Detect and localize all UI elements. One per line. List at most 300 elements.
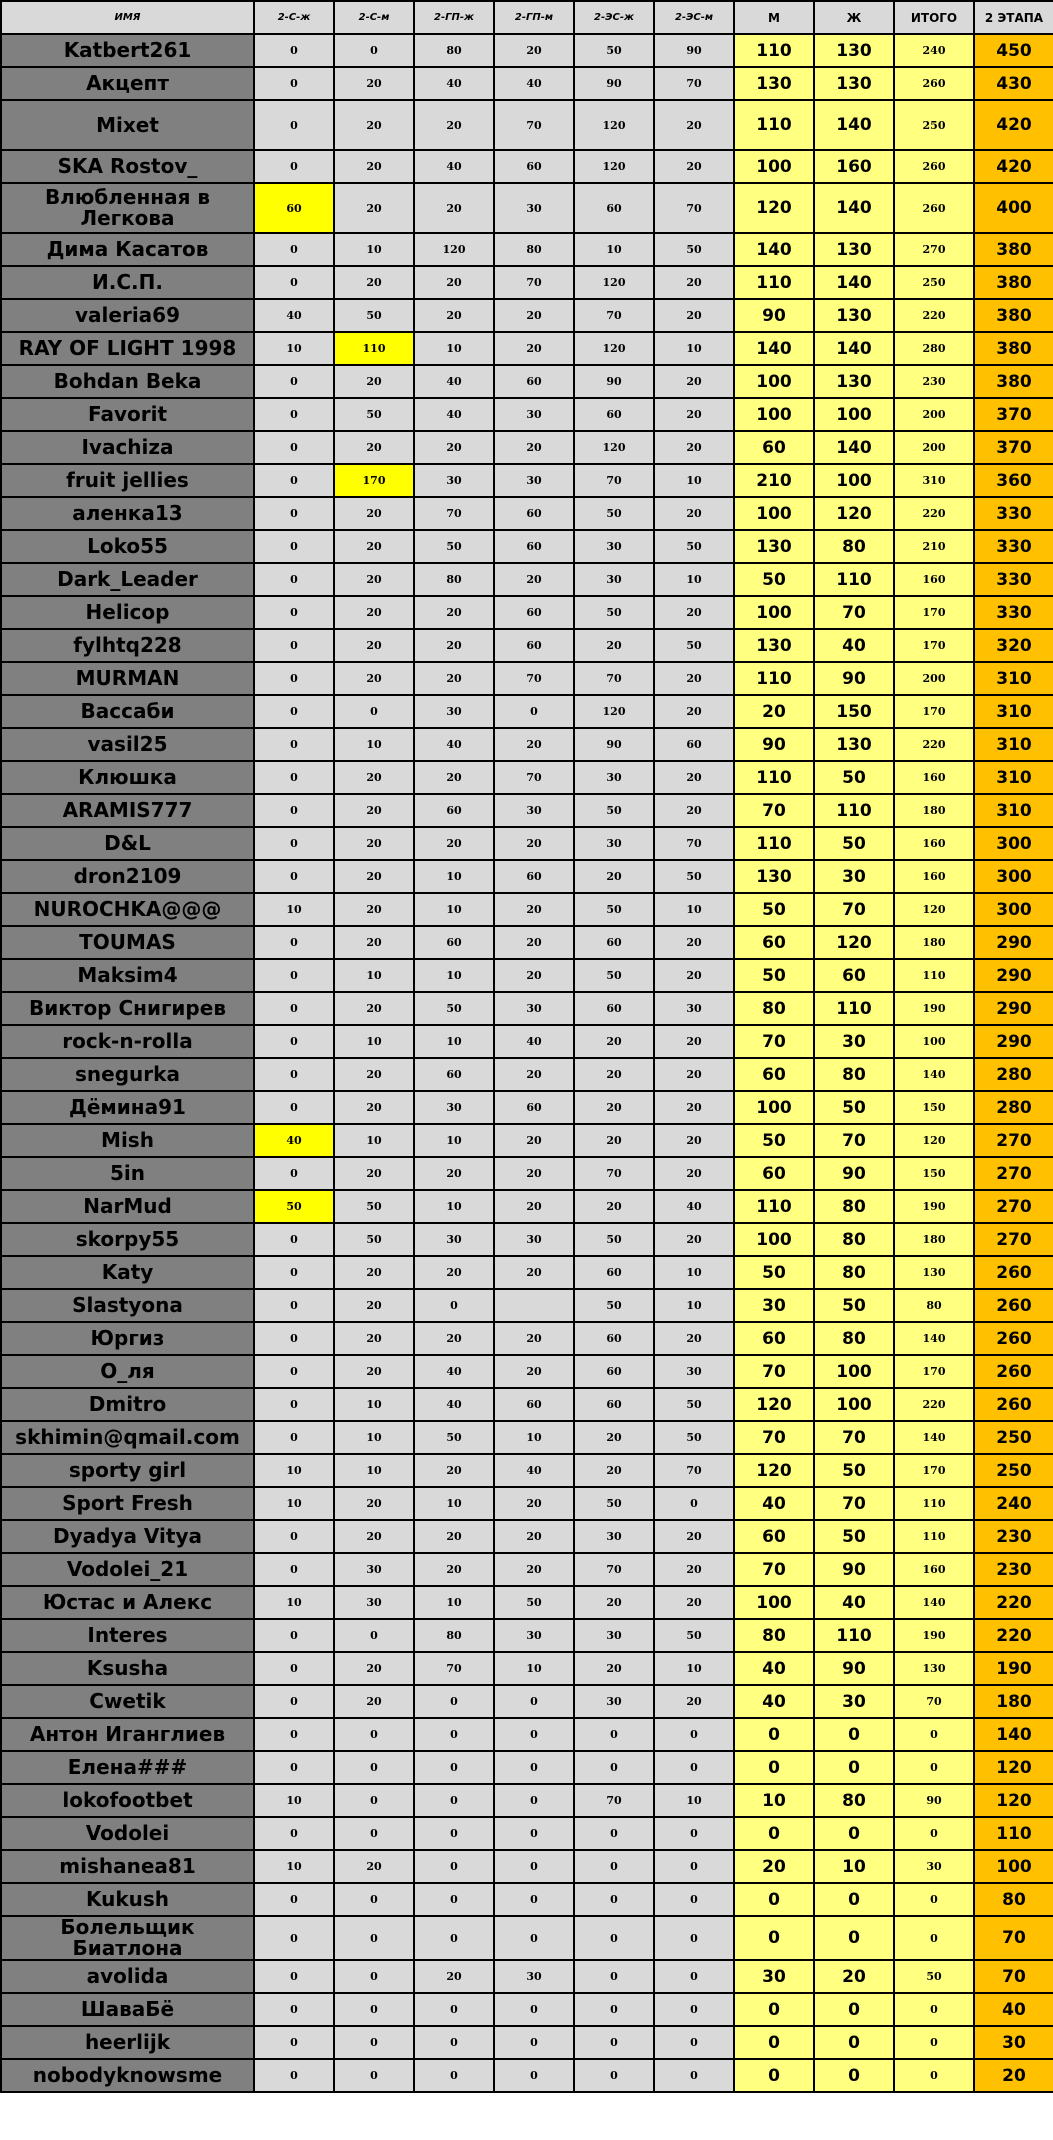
score-cell: 170 (334, 464, 414, 497)
score-cell: 20 (574, 1190, 654, 1223)
score-cell: 50 (574, 893, 654, 926)
score-z: 0 (814, 2059, 894, 2092)
participant-name: Katbert261 (1, 34, 254, 67)
score-cell: 20 (654, 100, 734, 150)
score-m: 60 (734, 1322, 814, 1355)
score-cell: 0 (414, 1916, 494, 1960)
score-z: 100 (814, 464, 894, 497)
score-cell: 50 (654, 629, 734, 662)
table-row (1, 1817, 1053, 1850)
stage-total: 380 (974, 233, 1053, 266)
score-cell: 0 (254, 1883, 334, 1916)
table-row (1, 1960, 1053, 1993)
participant-name: 5in (1, 1157, 254, 1190)
score-cell: 0 (414, 1751, 494, 1784)
score-itogo: 50 (894, 1960, 974, 1993)
score-cell: 120 (574, 150, 654, 183)
score-cell: 20 (494, 1058, 574, 1091)
score-cell: 10 (414, 1586, 494, 1619)
score-cell: 0 (654, 1993, 734, 2026)
score-cell (494, 1289, 574, 1322)
score-cell: 10 (334, 233, 414, 266)
score-m: 30 (734, 1960, 814, 1993)
score-cell: 0 (654, 1751, 734, 1784)
table-row (1, 1619, 1053, 1652)
score-cell: 0 (254, 1817, 334, 1850)
score-z: 90 (814, 1553, 894, 1586)
score-cell: 50 (654, 530, 734, 563)
stage-total: 330 (974, 530, 1053, 563)
score-cell: 20 (494, 1157, 574, 1190)
score-cell: 70 (494, 662, 574, 695)
score-z: 80 (814, 1058, 894, 1091)
score-cell: 120 (574, 431, 654, 464)
score-cell: 0 (414, 1718, 494, 1751)
score-cell: 0 (494, 1751, 574, 1784)
stage-total: 40 (974, 1993, 1053, 2026)
score-z: 30 (814, 860, 894, 893)
table-row (1, 398, 1053, 431)
stage-total: 20 (974, 2059, 1053, 2092)
stage-total: 370 (974, 398, 1053, 431)
score-z: 50 (814, 761, 894, 794)
header-name: ИМЯ (1, 1, 254, 34)
participant-name: rock-n-rolla (1, 1025, 254, 1058)
score-itogo: 120 (894, 893, 974, 926)
score-cell: 10 (334, 959, 414, 992)
score-cell: 10 (654, 464, 734, 497)
score-cell: 30 (414, 464, 494, 497)
score-cell: 40 (414, 398, 494, 431)
stage-total: 380 (974, 365, 1053, 398)
score-cell: 40 (654, 1190, 734, 1223)
score-m: 40 (734, 1652, 814, 1685)
score-z: 0 (814, 1718, 894, 1751)
stage-total: 100 (974, 1850, 1053, 1883)
score-cell: 90 (574, 365, 654, 398)
score-m: 100 (734, 150, 814, 183)
table-row (1, 530, 1053, 563)
stage-total: 280 (974, 1058, 1053, 1091)
score-cell: 10 (334, 1454, 414, 1487)
score-cell: 20 (334, 596, 414, 629)
score-cell: 110 (334, 332, 414, 365)
score-cell: 20 (414, 1157, 494, 1190)
score-cell: 20 (334, 497, 414, 530)
score-z: 80 (814, 1256, 894, 1289)
table-row (1, 1223, 1053, 1256)
header-z: Ж (814, 1, 894, 34)
participant-name: Mish (1, 1124, 254, 1157)
score-cell: 20 (334, 100, 414, 150)
score-cell: 0 (254, 629, 334, 662)
participant-name: Дёмина91 (1, 1091, 254, 1124)
score-z: 120 (814, 497, 894, 530)
score-cell: 0 (254, 233, 334, 266)
score-cell: 20 (654, 1322, 734, 1355)
score-m: 60 (734, 1520, 814, 1553)
score-cell: 70 (574, 662, 654, 695)
score-cell: 0 (254, 431, 334, 464)
score-m: 120 (734, 1388, 814, 1421)
score-cell: 30 (574, 1685, 654, 1718)
score-cell: 0 (254, 100, 334, 150)
score-cell: 10 (254, 1784, 334, 1817)
score-cell: 0 (334, 1993, 414, 2026)
stage-total: 290 (974, 992, 1053, 1025)
score-cell: 0 (254, 150, 334, 183)
stage-total: 290 (974, 926, 1053, 959)
score-cell: 0 (414, 2059, 494, 2092)
stage-total: 420 (974, 150, 1053, 183)
score-cell: 0 (334, 2059, 414, 2092)
table-row (1, 1883, 1053, 1916)
table-row (1, 183, 1053, 233)
score-cell: 40 (254, 299, 334, 332)
score-cell: 120 (574, 695, 654, 728)
score-itogo: 210 (894, 530, 974, 563)
score-z: 40 (814, 1586, 894, 1619)
score-cell: 0 (334, 1751, 414, 1784)
score-cell: 0 (414, 1817, 494, 1850)
participant-name: Клюшка (1, 761, 254, 794)
table-row (1, 67, 1053, 100)
score-cell: 60 (494, 365, 574, 398)
score-itogo: 0 (894, 1718, 974, 1751)
score-m: 40 (734, 1685, 814, 1718)
score-cell: 50 (574, 794, 654, 827)
score-cell: 20 (334, 67, 414, 100)
score-cell: 30 (574, 530, 654, 563)
participant-name: ARAMIS777 (1, 794, 254, 827)
score-cell: 40 (414, 728, 494, 761)
score-cell: 20 (334, 1091, 414, 1124)
score-cell: 0 (494, 1784, 574, 1817)
score-cell: 80 (494, 233, 574, 266)
participant-name: Вассаби (1, 695, 254, 728)
score-cell: 0 (254, 1751, 334, 1784)
score-cell: 70 (414, 1652, 494, 1685)
score-cell: 20 (494, 431, 574, 464)
score-m: 110 (734, 827, 814, 860)
score-cell: 20 (574, 1058, 654, 1091)
score-m: 60 (734, 1157, 814, 1190)
score-cell: 60 (574, 1355, 654, 1388)
score-itogo: 30 (894, 1850, 974, 1883)
score-cell: 10 (494, 1421, 574, 1454)
score-itogo: 0 (894, 1751, 974, 1784)
score-z: 70 (814, 1487, 894, 1520)
score-cell: 20 (494, 728, 574, 761)
score-cell: 50 (414, 992, 494, 1025)
score-cell: 0 (574, 2059, 654, 2092)
score-cell: 50 (654, 233, 734, 266)
score-cell: 0 (574, 1751, 654, 1784)
participant-name: Favorit (1, 398, 254, 431)
score-cell: 20 (334, 1685, 414, 1718)
score-cell: 20 (494, 1124, 574, 1157)
stage-total: 30 (974, 2026, 1053, 2059)
score-cell: 0 (414, 2026, 494, 2059)
participant-name: Sport Fresh (1, 1487, 254, 1520)
participant-name: Helicop (1, 596, 254, 629)
table-row (1, 150, 1053, 183)
score-cell: 20 (334, 563, 414, 596)
table-row (1, 464, 1053, 497)
score-cell: 40 (414, 365, 494, 398)
score-m: 70 (734, 1355, 814, 1388)
header-row (1, 1, 1053, 34)
table-row (1, 860, 1053, 893)
stage-total: 260 (974, 1289, 1053, 1322)
score-cell: 0 (414, 1289, 494, 1322)
score-cell: 60 (574, 1322, 654, 1355)
score-cell: 60 (414, 1058, 494, 1091)
score-cell: 0 (654, 1817, 734, 1850)
participant-name: Dyadya Vitya (1, 1520, 254, 1553)
score-cell: 30 (654, 992, 734, 1025)
score-cell: 0 (654, 2059, 734, 2092)
score-itogo: 250 (894, 266, 974, 299)
score-cell: 50 (334, 398, 414, 431)
score-z: 160 (814, 150, 894, 183)
score-cell: 20 (414, 596, 494, 629)
score-z: 70 (814, 893, 894, 926)
stage-total: 380 (974, 266, 1053, 299)
participant-name: Maksim4 (1, 959, 254, 992)
score-z: 10 (814, 1850, 894, 1883)
score-cell: 20 (334, 1157, 414, 1190)
table-row (1, 629, 1053, 662)
score-cell: 20 (574, 1454, 654, 1487)
score-cell: 70 (574, 299, 654, 332)
score-cell: 30 (574, 827, 654, 860)
stage-total: 310 (974, 662, 1053, 695)
score-cell: 20 (414, 183, 494, 233)
score-cell: 30 (494, 464, 574, 497)
participant-name: О_ля (1, 1355, 254, 1388)
score-z: 120 (814, 926, 894, 959)
table-row (1, 34, 1053, 67)
table-row (1, 761, 1053, 794)
table-row (1, 662, 1053, 695)
score-cell: 20 (414, 629, 494, 662)
stage-total: 110 (974, 1817, 1053, 1850)
score-cell: 0 (334, 1784, 414, 1817)
score-cell: 20 (654, 794, 734, 827)
header-2s-m: 2-С-м (334, 1, 414, 34)
score-cell: 70 (494, 100, 574, 150)
stage-total: 270 (974, 1190, 1053, 1223)
score-cell: 10 (414, 1025, 494, 1058)
score-cell: 10 (334, 1025, 414, 1058)
score-cell: 0 (254, 761, 334, 794)
score-cell: 20 (334, 150, 414, 183)
table-row (1, 1520, 1053, 1553)
score-cell: 20 (334, 1355, 414, 1388)
score-cell: 20 (494, 34, 574, 67)
score-cell: 0 (334, 695, 414, 728)
score-itogo: 220 (894, 1388, 974, 1421)
score-cell: 0 (494, 1817, 574, 1850)
score-m: 70 (734, 1553, 814, 1586)
score-cell: 50 (574, 959, 654, 992)
score-itogo: 170 (894, 1454, 974, 1487)
score-cell: 0 (254, 1256, 334, 1289)
score-cell: 30 (654, 1355, 734, 1388)
score-cell: 20 (414, 827, 494, 860)
score-cell: 0 (654, 1960, 734, 1993)
participant-name: Slastyona (1, 1289, 254, 1322)
score-itogo: 130 (894, 1256, 974, 1289)
score-cell: 0 (254, 464, 334, 497)
score-cell: 40 (494, 1454, 574, 1487)
table-row (1, 1256, 1053, 1289)
score-itogo: 170 (894, 629, 974, 662)
score-m: 0 (734, 1817, 814, 1850)
table-row (1, 1993, 1053, 2026)
score-m: 50 (734, 893, 814, 926)
score-cell: 0 (334, 2026, 414, 2059)
table-row (1, 1487, 1053, 1520)
score-itogo: 270 (894, 233, 974, 266)
score-z: 100 (814, 1388, 894, 1421)
score-z: 50 (814, 827, 894, 860)
score-itogo: 220 (894, 299, 974, 332)
participant-name: Влюбленная в Легкова (1, 183, 254, 233)
score-cell: 20 (414, 431, 494, 464)
score-cell: 10 (414, 1190, 494, 1223)
score-cell: 10 (254, 893, 334, 926)
participant-name: Ivachiza (1, 431, 254, 464)
score-cell: 20 (494, 926, 574, 959)
score-z: 100 (814, 398, 894, 431)
stage-total: 190 (974, 1652, 1053, 1685)
score-cell: 0 (254, 1355, 334, 1388)
score-cell: 0 (494, 1685, 574, 1718)
score-cell: 30 (414, 1223, 494, 1256)
stage-total: 330 (974, 563, 1053, 596)
score-m: 80 (734, 992, 814, 1025)
score-cell: 70 (654, 183, 734, 233)
score-z: 40 (814, 629, 894, 662)
score-cell: 0 (414, 1784, 494, 1817)
stage-total: 380 (974, 299, 1053, 332)
score-cell: 50 (574, 1223, 654, 1256)
score-cell: 20 (654, 1091, 734, 1124)
score-cell: 20 (654, 1685, 734, 1718)
score-m: 130 (734, 629, 814, 662)
participant-name: dron2109 (1, 860, 254, 893)
score-itogo: 200 (894, 398, 974, 431)
score-cell: 30 (574, 1619, 654, 1652)
score-m: 90 (734, 728, 814, 761)
table-row (1, 1751, 1053, 1784)
score-itogo: 0 (894, 2026, 974, 2059)
score-cell: 90 (654, 34, 734, 67)
score-cell: 0 (494, 1993, 574, 2026)
score-cell: 0 (254, 34, 334, 67)
score-cell: 60 (414, 794, 494, 827)
score-m: 50 (734, 1256, 814, 1289)
score-z: 70 (814, 596, 894, 629)
stage-total: 270 (974, 1157, 1053, 1190)
score-m: 40 (734, 1487, 814, 1520)
header-2gp-w: 2-ГП-ж (414, 1, 494, 34)
participant-name: D&L (1, 827, 254, 860)
score-cell: 0 (654, 1850, 734, 1883)
score-cell: 20 (414, 761, 494, 794)
score-cell: 30 (414, 1091, 494, 1124)
score-cell: 10 (654, 563, 734, 596)
score-m: 20 (734, 1850, 814, 1883)
score-cell: 0 (494, 1883, 574, 1916)
score-itogo: 130 (894, 1652, 974, 1685)
score-z: 130 (814, 67, 894, 100)
score-m: 0 (734, 1993, 814, 2026)
score-z: 140 (814, 266, 894, 299)
score-cell: 20 (334, 1256, 414, 1289)
score-cell: 40 (494, 1025, 574, 1058)
score-cell: 50 (254, 1190, 334, 1223)
score-itogo: 160 (894, 563, 974, 596)
score-itogo: 80 (894, 1289, 974, 1322)
score-cell: 0 (494, 1718, 574, 1751)
score-cell: 0 (254, 1993, 334, 2026)
score-cell: 0 (574, 1960, 654, 1993)
score-m: 100 (734, 398, 814, 431)
score-cell: 0 (254, 794, 334, 827)
score-m: 0 (734, 2026, 814, 2059)
score-cell: 20 (654, 1520, 734, 1553)
score-m: 110 (734, 761, 814, 794)
table-row (1, 695, 1053, 728)
score-z: 140 (814, 100, 894, 150)
participant-name: Dmitro (1, 1388, 254, 1421)
score-cell: 20 (334, 1487, 414, 1520)
score-z: 50 (814, 1289, 894, 1322)
table-row (1, 1025, 1053, 1058)
score-cell: 20 (494, 1487, 574, 1520)
score-cell: 50 (414, 530, 494, 563)
participant-name: MURMAN (1, 662, 254, 695)
score-cell: 30 (494, 794, 574, 827)
score-cell: 20 (414, 299, 494, 332)
stage-total: 430 (974, 67, 1053, 100)
score-cell: 50 (334, 299, 414, 332)
score-itogo: 180 (894, 794, 974, 827)
table-row (1, 1850, 1053, 1883)
stage-total: 300 (974, 893, 1053, 926)
participant-name: nobodyknowsme (1, 2059, 254, 2092)
score-cell: 10 (654, 1652, 734, 1685)
score-cell: 10 (414, 1487, 494, 1520)
score-cell: 70 (494, 761, 574, 794)
header-2es-w: 2-ЭС-ж (574, 1, 654, 34)
stage-total: 330 (974, 596, 1053, 629)
score-cell: 10 (334, 728, 414, 761)
score-z: 90 (814, 662, 894, 695)
score-cell: 120 (414, 233, 494, 266)
score-cell: 0 (254, 1421, 334, 1454)
score-cell: 90 (574, 728, 654, 761)
participant-name: ШаваБё (1, 1993, 254, 2026)
score-cell: 0 (254, 1157, 334, 1190)
score-cell: 40 (414, 150, 494, 183)
stage-total: 370 (974, 431, 1053, 464)
participant-name: Виктор Снигирев (1, 992, 254, 1025)
score-m: 110 (734, 662, 814, 695)
